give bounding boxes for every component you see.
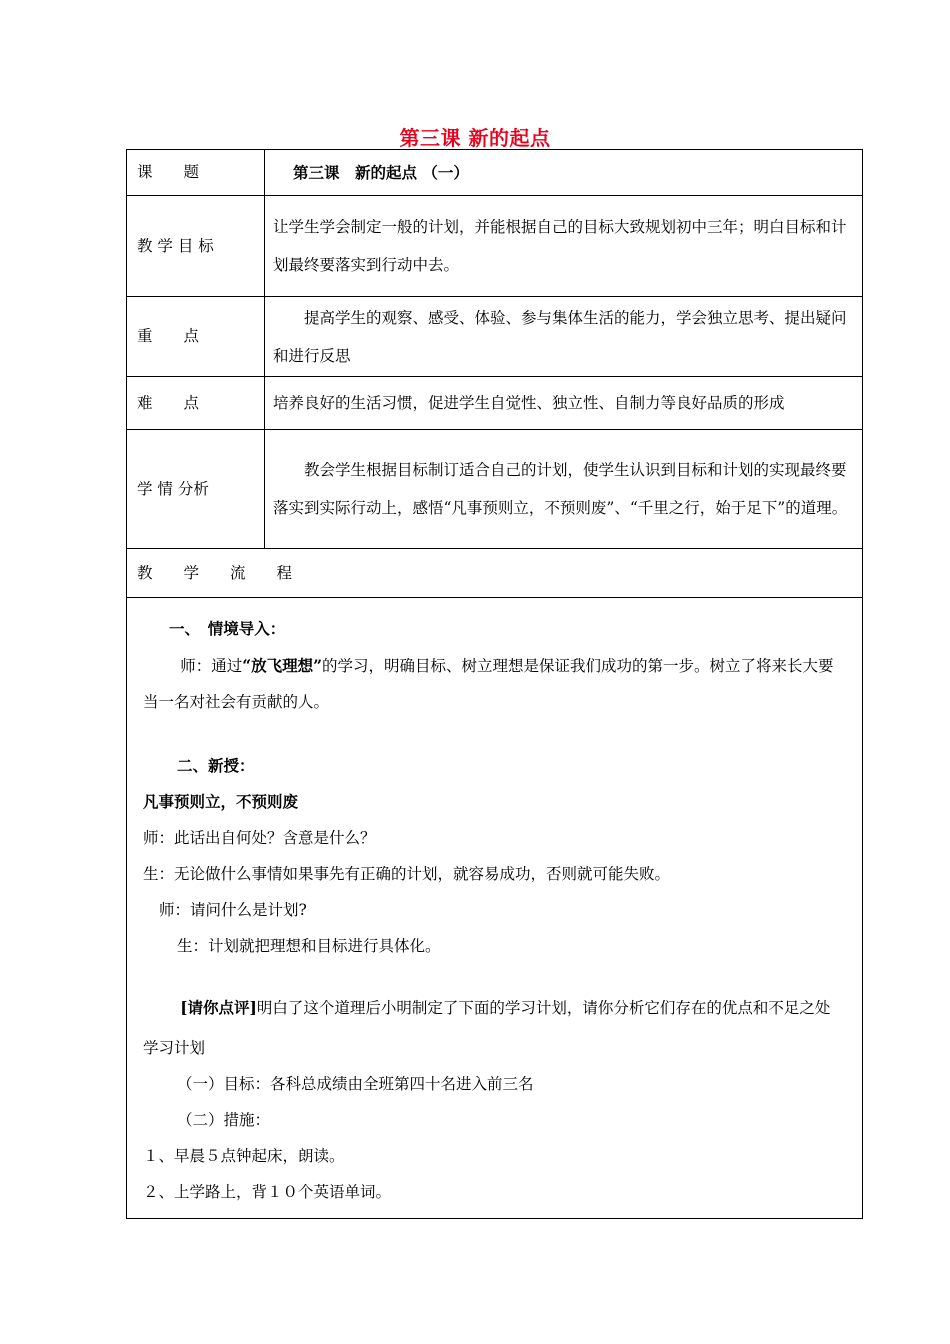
plan-item-1: １、早晨５点钟起床，朗读。 [143,1147,345,1165]
plan-item-2: ２、上学路上，背１０个英语单词。 [143,1183,392,1201]
teacher-question-2: 师：请问什么是计划? [159,901,307,919]
difficulty-label: 难 点 [127,377,265,430]
teacher-rest: 的学习，明确目标、树立理想是保证我们成功的第一步。树立了将来长大要当一名对社会有贡献的人。 [143,657,834,711]
table-row-key [127,297,863,377]
flow-label: 教 学 流 程 [127,549,863,598]
key-value: 提高学生的观察、感受、体验、参与集体生活的能力，学会独立思考、提出疑问和进行反思 [265,297,863,377]
page-title: 第三课 新的起点 [399,126,551,150]
teacher-bold-term: “放飞理想” [242,656,323,675]
table-row-goal [127,196,863,297]
teacher-question-1: 师：此话出自何处？含意是什么？ [143,829,376,847]
student-answer-1: 生：无论做什么事情如果事先有正确的计划，就容易成功，否则就可能失败。 [143,865,671,883]
plan-measures: （二）措施： [177,1111,271,1129]
topic-value: 第三课 新的起点 （一） [265,150,863,196]
proverb: 凡事预则立，不预则废 [143,792,299,811]
section-1-heading: 一、 情境导入： [169,619,286,638]
student-answer-2: 生：计划就把理想和目标进行具体化。 [177,937,441,955]
section-1-teacher-line [143,648,846,720]
comment-label: [请你点评] [180,998,257,1017]
goal-label: 教 学 目 标 [127,196,265,297]
goal-value: 让学生学会制定一般的计划，并能根据自己的目标大致规划初中三年；明白目标和计划最终要落实到行动中去。 [265,196,863,297]
analysis-value: 教会学生根据目标制订适合自己的计划，使学生认识到目标和计划的实现最终要落实到实际行动上，感悟“凡事预则立，不预则废”、“千里之行，始于足下”的道理。 [265,430,863,549]
topic-label: 课 题 [127,150,265,196]
table-row-analysis [127,430,863,549]
section-2-heading: 二、新授： [177,756,255,775]
comment-text: 明白了这个道理后小明制定了下面的学习计划，请你分析它们存在的优点和不足之处 学习计划 [143,999,846,1057]
comment-paragraph [143,988,846,1068]
plan-goal: （一）目标：各科总成绩由全班第四十名进入前三名 [177,1075,534,1093]
teacher-prefix: 师：通过 [180,657,243,675]
table-row-topic [127,150,863,196]
analysis-label: 学 情 分析 [127,430,265,549]
table-row-difficulty [127,377,863,430]
key-label: 重 点 [127,297,265,377]
lesson-body [127,598,863,1219]
table-row-flow [127,549,863,598]
lesson-plan-table [126,149,863,1219]
table-row-body [127,598,863,1219]
difficulty-value: 培养良好的生活习惯，促进学生自觉性、独立性、自制力等良好品质的形成 [265,377,863,430]
